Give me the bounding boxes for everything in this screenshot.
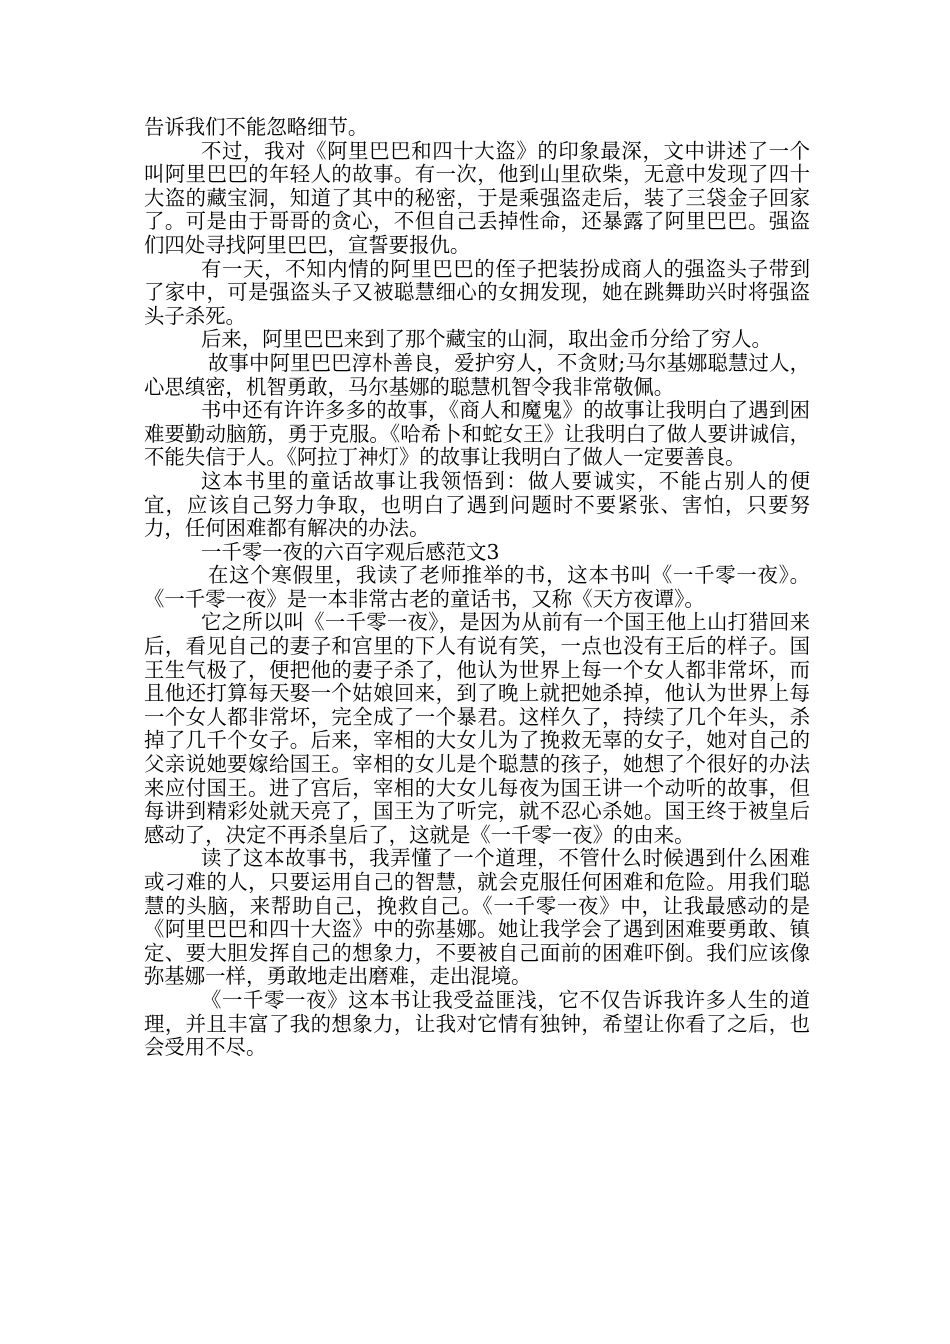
paragraph-nephew: 有一天，不知内情的阿里巴巴的侄子把装扮成商人的强盗头子带到了家中，可是强盗头子又被聪慧细心的女拥发现，她在跳舞助兴时将强盗头子杀死。: [144, 256, 810, 328]
paragraph-character-traits: 故事中阿里巴巴淳朴善良，爱护穷人，不贪财;马尔基娜聪慧过人，心思缜密，机智勇敢，马尔基娜的聪慧机智令我非常敬佩。: [144, 350, 810, 399]
paragraph-reflection: 读了这本故事书，我弄懂了一个道理，不管什么时候遇到什么困难或刁难的人，只要运用自己的智慧，就会克服任何困难和危险。用我们聪慧的头脑，来帮助自己，挽救自己。《一千零一夜》中，让我最感动的是《阿里巴巴和四十大盗》中的弥基娜。她让我学会了遇到困难要勇敢、镇定、要大胆发挥自己的想象力，不要被自己面前的困难吓倒。我们应该像弥基娜一样，勇敢地走出磨难，走出混境。: [144, 846, 810, 989]
essay-body: [144, 116, 810, 1060]
paragraph-winter-vacation: 在这个寒假里，我读了老师推举的书，这本书叫《一千零一夜》。《一千零一夜》是一本非常古老的童话书，又称《天方夜谭》。: [144, 563, 810, 611]
paragraph-alibaba-impression: 不过，我对《阿里巴巴和四十大盗》的印象最深，文中讲述了一个叫阿里巴巴的年轻人的故事。有一次，他到山里砍柴，无意中发现了四十大盗的藏宝洞，知道了其中的秘密，于是乘强盗走后，装了三袋金子回家了。可是由于哥哥的贪心，不但自己丢掉性命，还暴露了阿里巴巴。强盗们四处寻找阿里巴巴，宣誓要报仇。: [144, 138, 810, 257]
section-heading: 一千零一夜的六百字观后感范文3: [201, 539, 500, 564]
paragraph-other-stories: 书中还有许许多多的故事，《商人和魔鬼》的故事让我明白了遇到困难要勤动脑筋，勇于克服。《哈希卜和蛇女王》让我明白了做人要讲诚信，不能失信于人。《阿拉丁神灯》的故事让我明白了做人一定要善良。: [144, 398, 810, 470]
paragraph-conclusion: 《一千零一夜》这本书让我受益匪浅，它不仅告诉我许多人生的道理，并且丰富了我的想象力，让我对它情有独钟，希望让你看了之后，也会受用不尽。: [144, 987, 810, 1060]
paragraph-lessons: 这本书里的童话故事让我领悟到：做人要诚实，不能占别人的便宜，应该自己努力争取，也明白了遇到问题时不要紧张、害怕，只要努力，任何困难都有解决的办法。: [144, 468, 810, 541]
paragraph-origin-story: 它之所以叫《一千零一夜》，是因为从前有一个国王他上山打猎回来后，看见自己的妻子和宫里的下人有说有笑，一点也没有王后的样子。国王生气极了，便把他的妻子杀了，他认为世界上每一个女人都非常坏，而且他还打算每天娶一个姑娘回来，到了晚上就把她杀掉，他认为世界上每一个女人都非常坏，完全成了一个暴君。这样久了，持续了几个年头，杀掉了几千个女子。后来，宰相的大女儿为了挽救无辜的女子，她对自己的父亲说她要嫁给国王。宰相的女儿是个聪慧的孩子，她想了个很好的办法来应付国王。进了宫后，宰相的大女儿每夜为国王讲一个动听的故事，但每讲到精彩处就天亮了，国王为了听完，就不忍心杀她。国王终于被皇后感动了，决定不再杀皇后了，这就是《一千零一夜》的由来。: [144, 610, 810, 847]
paragraph-continuation: 告诉我们不能忽略细节。: [144, 115, 369, 139]
paragraph-treasure-cave: 后来，阿里巴巴来到了那个藏宝的山洞，取出金币分给了穷人。: [201, 327, 772, 352]
